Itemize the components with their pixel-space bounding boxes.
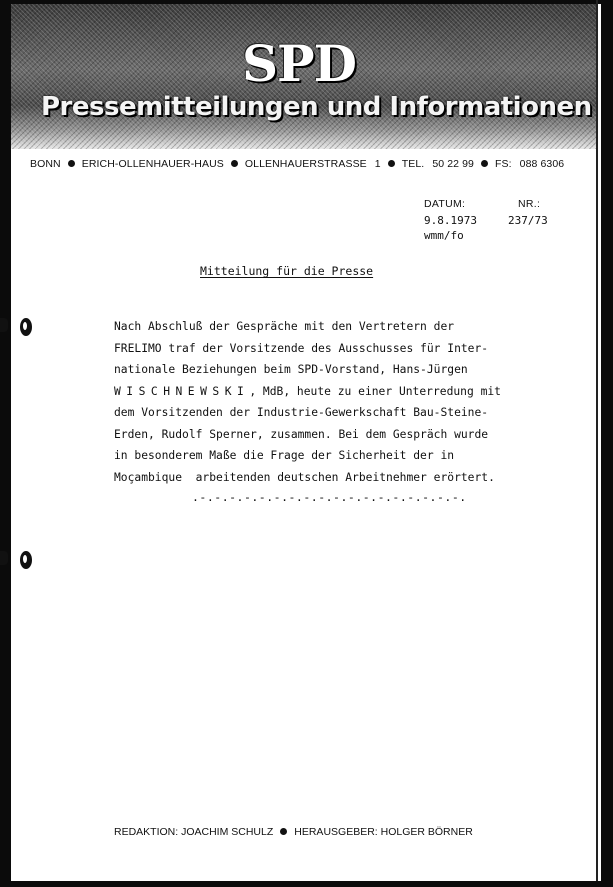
scan-border-right [601,0,613,887]
end-separator: .-.-.-.-.-.-.-.-.-.-.-.-.-.-.-.-.-.-. [192,490,467,504]
footer-publisher: HERAUSGEBER: HOLGER BÖRNER [294,826,473,838]
spd-logo: SPD [241,34,357,93]
tel-label: TEL. [401,158,425,170]
tel-number: 50 22 99 [432,158,474,170]
fs-number: 088 6306 [519,158,565,170]
bullet-icon [68,160,75,167]
scan-border-left [0,0,11,887]
address-street: OLLENHAUERSTRASSE [244,158,367,170]
bullet-icon [231,160,238,167]
body-line: Erden, Rudolf Sperner, zusammen. Bei dem Gespräch wurde [114,427,489,441]
date-value: 9.8.1973 [424,214,477,227]
bullet-icon [481,160,488,167]
date-label: DATUM: [424,198,466,210]
scan-border-bottom [0,881,613,887]
address-city: BONN [30,158,61,170]
document-title: Mitteilung für die Presse [200,264,374,278]
body-line: Nach Abschluß der Gespräche mit den Vertretern der [114,320,455,333]
bullet-icon [280,828,287,835]
body-line: dem Vorsitzenden der Industrie-Gewerkschaft Bau-Steine- [114,406,489,419]
punch-hole-icon [18,316,34,338]
fs-label: FS: [495,158,512,170]
sign-reference: wmm/fo [424,229,464,242]
letterhead-title: Pressemitteilungen und Informationen [41,92,592,122]
binder-clip-icon [0,318,8,332]
address-street-number: 1 [374,158,381,170]
punch-hole-icon [18,549,34,571]
body-line: , MdB, heute zu einer Unterredung mit [249,384,501,398]
press-release-body [114,316,574,488]
letterhead-banner [11,4,596,149]
binder-clip-icon [0,551,8,565]
body-line: in besonderem Maße die Frage der Sicherheit der in [114,449,455,462]
body-line: Moçambique arbeitenden deutschen Arbeitnehmer erörtert. [114,470,495,484]
address-building: ERICH-OLLENHAUER-HAUS [81,158,224,170]
body-line: FRELIMO traf der Vorsitzende des Ausschusses für Inter- [114,341,489,355]
footer-editor: REDAKTION: JOACHIM SCHULZ [114,826,274,838]
address-line [30,158,590,170]
footer-line [114,826,473,838]
person-name: WISCHNEWSKI [114,384,250,398]
number-value: 237/73 [508,214,548,227]
page-edge [596,0,598,887]
body-line: nationale Beziehungen beim SPD-Vorstand, Hans-Jürgen [114,363,468,376]
bullet-icon [388,160,395,167]
number-label: NR.: [518,198,541,210]
